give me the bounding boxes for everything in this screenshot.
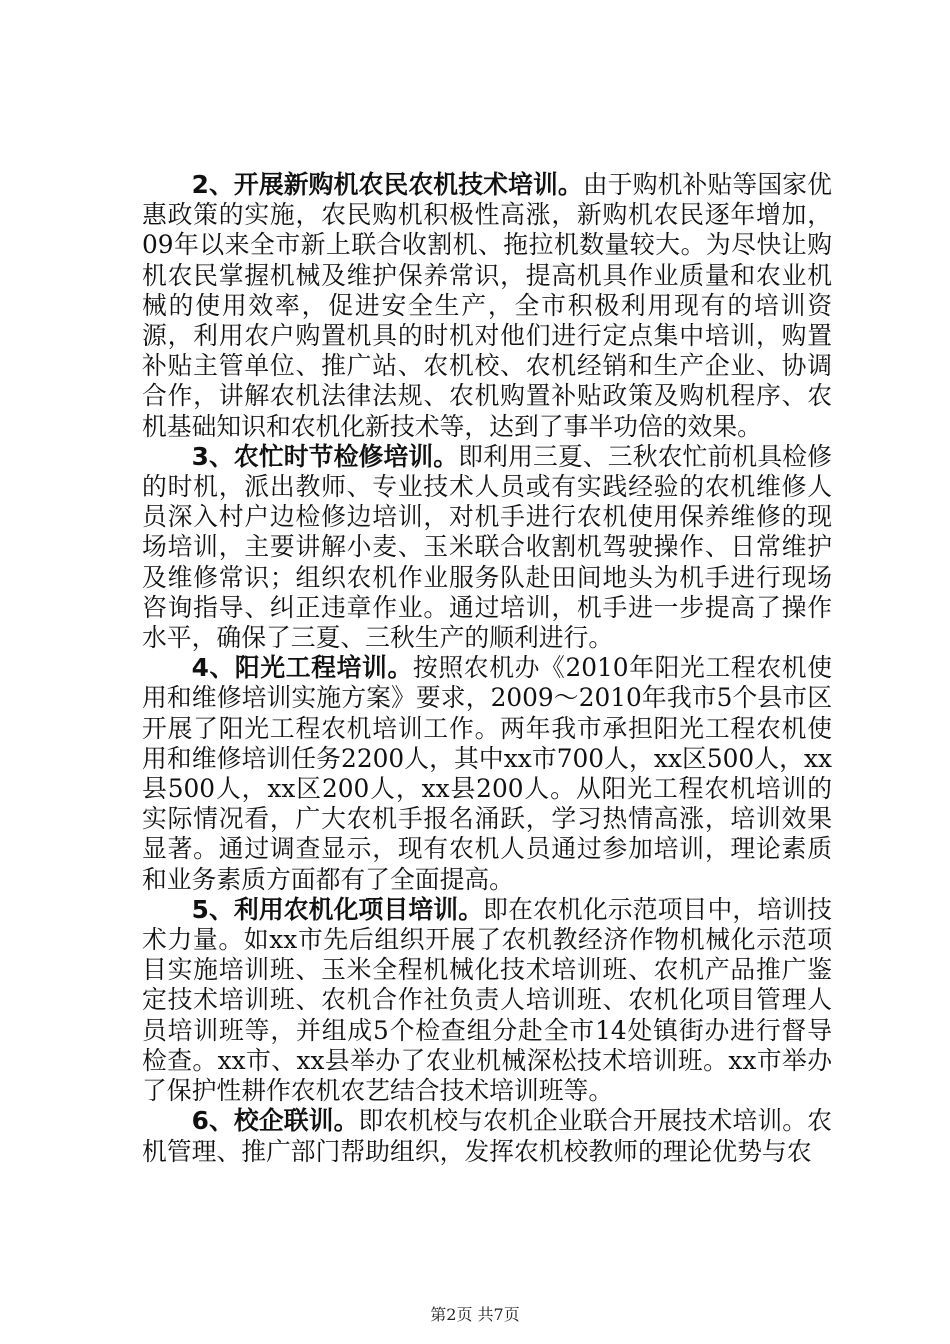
paragraph-text: 即利用三夏、三秋农忙前机具检修的时机，派出教师、专业技术人员或有实践经验的农机维修人员深入村户边检修边培训，对机手进行农机使用保养维修的现场培训，主要讲解小麦、玉米联合收割机驾驶操作、日常维护及维修常识；组织农机作业服务队赴田间地头为机手进行现场咨询指导、纠正违章作业。通过培训，机手进一步提高了操作水平，确保了三夏、三秋生产的顺利进行。	[142, 441, 832, 653]
paragraph-text: 由于购机补贴等国家优惠政策的实施，农民购机积极性高涨，新购机农民逐年增加，09年以来全市新上联合收割机、拖拉机数量较大。为尽快让购机农民掌握机械及维护保养常识，提高机具作业质量和农业机械的使用效率，促进安全生产，全市积极利用现有的培训资源，利用农户购置机具的时机对他们进行定点集中培训，购置补贴主管单位、推广站、农机校、农机经销和生产企业、协调合作，讲解农机法律法规、农机购置补贴政策及购机程序、农机基础知识和农机化新技术等，达到了事半功倍的效果。	[142, 170, 832, 441]
paragraph-heading: 6、校企联训。	[191, 1106, 359, 1136]
paragraph-text: 按照农机办《2010年阳光工程农机使用和维修培训实施方案》要求，2009～2010年我市5个县市区开展了阳光工程农机培训工作。两年我市承担阳光工程农机使用和维修培训任务2200人，其中xx市700人，xx区500人，xx县500人，xx区200人，xx县200人。从阳光工程农机培训的实际情况看，广大农机手报名涌跃，学习热情高涨，培训效果显著。通过调查显示，现有农机人员通过参加培训，理论素质和业务素质方面都有了全面提高。	[142, 653, 832, 894]
paragraph-heading: 2、开展新购机农民农机技术培训。	[191, 170, 583, 199]
paragraph-4	[142, 653, 832, 895]
document-body	[142, 170, 832, 1167]
paragraph-6	[142, 1106, 832, 1166]
paragraph-text: 即在农机化示范项目中，培训技术力量。如xx市先后组织开展了农机教经济作物机械化示范项目实施培训班、玉米全程机械化技术培训班、农机产品推广鉴定技术培训班、农机合作社负责人培训班、农机化项目管理人员培训班等，并组成5个检查组分赴全市14处镇街办进行督导检查。xx市、xx县举办了农业机械深松技术培训班。xx市举办了保护性耕作农机农艺结合技术培训班等。	[142, 894, 832, 1106]
paragraph-text: 即农机校与农机企业联合开展技术培训。农机管理、推广部门帮助组织，发挥农机校教师的理论优势与农	[142, 1106, 832, 1166]
paragraph-5	[142, 895, 832, 1106]
page-number-footer: 第2页 共7页	[430, 1305, 520, 1324]
paragraph-heading: 4、阳光工程培训。	[191, 653, 413, 683]
paragraph-heading: 3、农忙时节检修培训。	[191, 441, 459, 471]
paragraph-3	[142, 442, 832, 653]
paragraph-heading: 5、利用农机化项目培训。	[191, 894, 484, 924]
paragraph-2	[142, 170, 832, 442]
